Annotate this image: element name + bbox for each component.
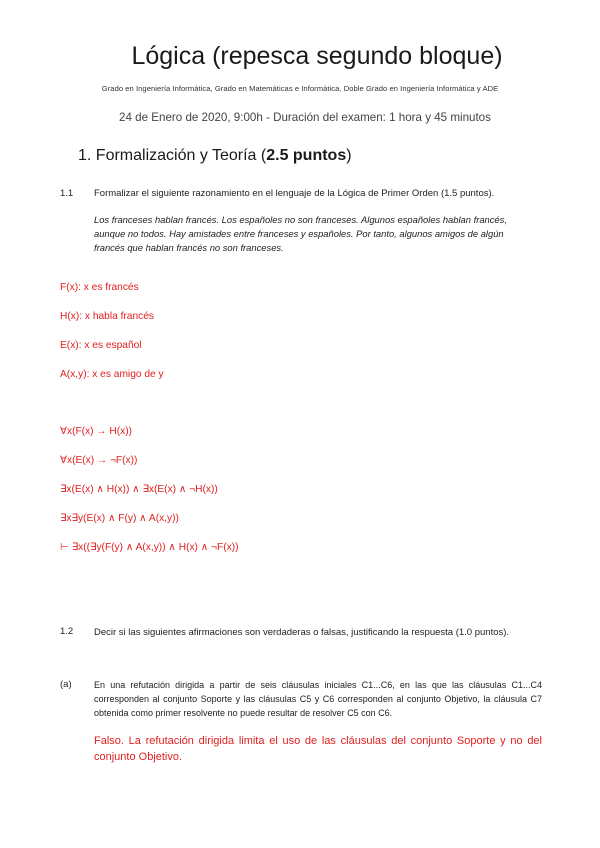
question-1-1-statement: Formalizar el siguiente razonamiento en el lenguaje de la Lógica de Primer Orden (1.5 puntos).: [94, 188, 495, 199]
formula-2: ∀x(E(x) → ¬F(x)): [60, 455, 138, 466]
reasoning-text-line-1: Los franceses hablan francés. Los españoles no son franceses. Algunos españoles hablan francés,: [94, 214, 507, 225]
page-title: Lógica (repesca segundo bloque): [131, 42, 503, 70]
section-title-suffix: ): [346, 147, 352, 164]
reasoning-text-line-3: francés que hablan francés no son franceses.: [94, 242, 284, 253]
formula-1: ∀x(F(x) → H(x)): [60, 426, 133, 437]
question-1-2-statement: Decir si las siguientes afirmaciones son verdaderas o falsas, justificando la respuesta (1.0 puntos).: [94, 627, 510, 638]
predicate-e: E(x): x es español: [60, 340, 142, 351]
section-title-prefix: 1. Formalización y Teoría (: [78, 147, 267, 164]
exam-date: 24 de Enero de 2020, 9:00h - Duración del examen: 1 hora y 45 minutos: [119, 111, 491, 124]
predicate-h: H(x): x habla francés: [60, 311, 154, 322]
reasoning-text-line-2: aunque no todos. Hay amistades entre franceses y españoles. Por tanto, algunos amigos de algún: [94, 228, 504, 239]
formula-3: ∃x(E(x) ∧ H(x)) ∧ ∃x(E(x) ∧ ¬H(x)): [60, 484, 218, 495]
item-a-label: (a): [60, 679, 72, 690]
question-1-2-number: 1.2: [60, 626, 74, 637]
formula-conclusion: ⊢ ∃x((∃y(F(y) ∧ A(x,y)) ∧ H(x) ∧ ¬F(x)): [60, 542, 239, 553]
degree-subtitle: Grado en Ingeniería Informática, Grado en Matemáticas e Informática, Doble Grado en Ingeniería Informática y ADE: [101, 84, 499, 93]
section-points: 2.5 puntos: [266, 147, 347, 164]
formula-4: ∃x∃y(E(x) ∧ F(y) ∧ A(x,y)): [60, 513, 179, 524]
item-a-text: En una refutación dirigida a partir de seis cláusulas iniciales C1...C6, en las que las cláusulas C1...C4 corresponden al conjunto Soporte y las cláusulas C5 y C6 corresponden al conjunto Objetivo, la cláusula C7 obtenida como primer resolvente no puede resultar de resolver C5 con C6.: [94, 680, 542, 718]
predicate-f: F(x): x es francés: [60, 282, 139, 293]
question-1-1-number: 1.1: [60, 188, 74, 199]
section-heading: [78, 147, 352, 165]
predicate-a: A(x,y): x es amigo de y: [60, 369, 164, 380]
item-a-answer: Falso. La refutación dirigida limita el uso de las cláusulas del conjunto Soporte y no del conjunto Objetivo.: [94, 735, 542, 763]
